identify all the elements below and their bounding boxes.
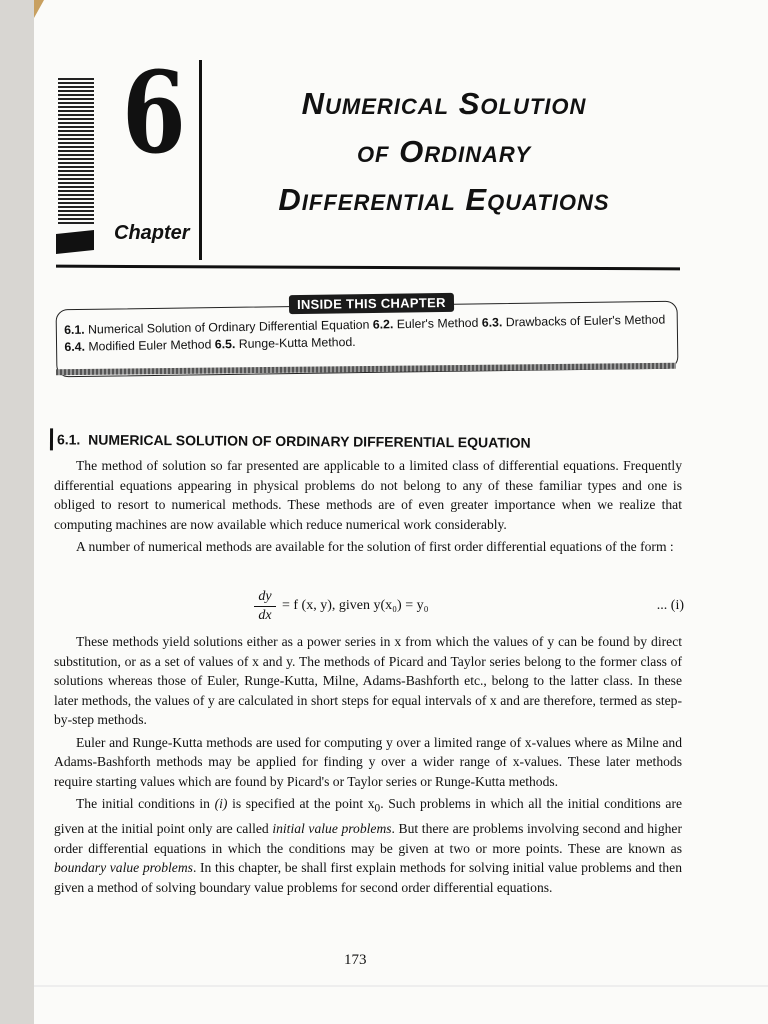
chapter-title-line-3: Differential Equations: [278, 182, 610, 217]
fraction-denominator: dx: [258, 608, 272, 623]
chapter-label: Chapter: [114, 222, 190, 244]
paragraph-1: The method of solution so far presented are applicable to a limited class of differential equations. Frequently differential equations appearing in physical problems do not belong to any of these familiar types and one is obliged to resort to numerical methods. These methods are of even greater importance when we realize that computing machines are now available which reduce numerical work considerably.: [54, 458, 682, 532]
p5-subscript: 0: [374, 802, 381, 815]
p5-text-c: is specified at the point x: [227, 796, 375, 811]
paragraph-2: A number of numerical methods are available for the solution of first order differential equations of the form :: [76, 539, 674, 554]
inside-chapter-tag: INSIDE THIS CHAPTER: [289, 293, 454, 314]
toc-num-1: 6.1.: [64, 322, 85, 337]
chapter-number: 6: [122, 48, 186, 179]
section-heading: [50, 428, 531, 453]
body-text-bottom: [54, 632, 682, 900]
page-edge: [34, 985, 768, 987]
book-page: [34, 0, 768, 1024]
section-number: 6.1.: [56, 431, 81, 448]
p5-term-initial: initial value problems: [272, 821, 392, 837]
toc-item-2: Euler's Method: [396, 315, 479, 332]
p5-text-f: . But there are problems involving second and higher order differential equations in which the conditions may be given at two or more points. These are known as: [54, 821, 682, 856]
derivative-fraction: [254, 588, 276, 625]
chapter-bar-decoration: [56, 230, 94, 254]
chapter-title: [204, 80, 684, 224]
equation-rhs: = f (x, y), given y(x₀) = y₀: [282, 598, 429, 613]
p5-text-d: . Such problems in which all the initial conditions are given at the initial point only are called: [54, 796, 683, 837]
toc-num-5: 6.5.: [214, 337, 236, 352]
toc-num-3: 6.3.: [481, 315, 503, 330]
paragraph-4: Euler and Runge-Kutta methods are used for computing y over a limited range of x-values where as Milne and Adams-Bashforth methods may be applied for finding y over a wider range of x-values. These later methods require starting values which are found by Picard's or Taylor series or Runge-Kutta methods.: [54, 734, 682, 789]
section-title: NUMERICAL SOLUTION OF ORDINARY DIFFERENTIAL EQUATION: [88, 431, 531, 451]
header-rule: [56, 265, 680, 271]
toc-num-4: 6.4.: [64, 339, 86, 354]
chapter-stripes-decoration: [58, 78, 94, 226]
body-text-top: [54, 456, 682, 560]
toc-item-4: Modified Euler Method: [88, 337, 212, 354]
toc-num-2: 6.2.: [372, 317, 394, 332]
toc-item-3: Drawbacks of Euler's Method: [505, 312, 666, 330]
page-number: 173: [344, 952, 367, 968]
toc-item-5: Runge-Kutta Method.: [238, 334, 356, 351]
equation-i: [254, 588, 684, 628]
equation-tag: ... (i): [656, 598, 684, 613]
section-bar: [50, 428, 53, 450]
chapter-title-line-2: of Ordinary: [356, 134, 532, 169]
toc-item-1: Numerical Solution of Ordinary Differential Equation: [87, 317, 370, 337]
chapter-title-line-1: Numerical Solution: [301, 86, 587, 121]
p5-text-h: . In this chapter, be shall first explain methods for solving initial value problems and then given a method of solving boundary value problems for second order differential equations.: [54, 860, 682, 895]
paragraph-3: These methods yield solutions either as a power series in x from which the values of y can be found by direct substitution, or as a set of values of x and y. The methods of Picard and Taylor series belong to the former class of solutions whereas those of Euler, Runge-Kutta, Milne, Adams-Bashforth etc., belong to the latter class. In these later methods, the values of y are calculated in short steps for equal intervals of x and are therefore, termed as step-by-step methods.: [54, 634, 682, 727]
p5-text-a: The initial conditions in: [76, 796, 215, 811]
p5-term-boundary: boundary value problems: [54, 860, 193, 876]
page-corner: [34, 0, 44, 18]
paragraph-5: [54, 794, 682, 897]
p5-ref: (i): [214, 796, 228, 811]
fraction-numerator: dy: [254, 588, 276, 607]
chapter-divider: [199, 60, 202, 260]
